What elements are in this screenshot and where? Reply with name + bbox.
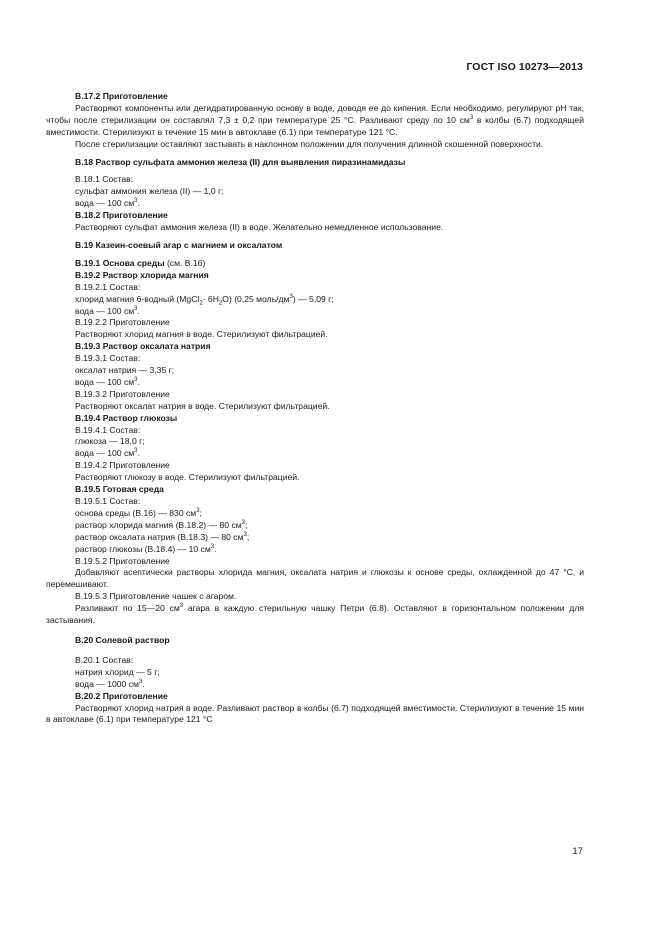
section-heading: В.20.2 Приготовление — [75, 690, 168, 701]
subsection-label: В.19.2.1 Состав: — [75, 281, 141, 292]
paragraph: Растворяют хлорид магния в воде. Стерилизуют фильтрацией. — [75, 329, 328, 340]
subsection-heading: В.19.2 Раствор хлорида магния — [75, 269, 209, 280]
page-number: 17 — [572, 846, 583, 857]
list-item: раствор оксалата натрия (В.18.3) — 80 $см^3$; — [75, 531, 250, 542]
list-item: вода — 100 $см^3$. — [75, 376, 140, 387]
paragraph: Добавляют асептически растворы хлорида магния, оксалата натрия и глюкозы к основе среды, охлажденной до 47 °С, и перемешивают. — [46, 567, 584, 590]
subsection-label: В.19.5.3 Приготовление чашек с агаром. — [75, 591, 237, 602]
paragraph: Растворяют сульфат аммония железа (II) в воде. Желательно немедленное использование. — [75, 222, 444, 233]
subsection-label: В.19.5.1 Состав: — [75, 496, 141, 506]
list-item: вода — 1000 $см^3$. — [75, 678, 145, 689]
document-body — [46, 91, 584, 726]
subsection-label: В.20.1 Состав: — [75, 654, 134, 665]
subsection-label: В.19.2.2 Приготовление — [75, 317, 170, 328]
subsection-label: В.19.5.2 Приготовление — [75, 555, 170, 566]
list-item: глюкоза — 18,0 г; — [75, 436, 145, 447]
section-heading: В.17.2 Приготовление — [75, 91, 168, 101]
list-item: вода — 100 $см^3$. — [75, 448, 140, 459]
list-item: оксалат натрия — 3,35 г; — [75, 365, 175, 376]
document-header: ГОСТ ISO 10273—2013 — [466, 61, 583, 73]
list-item: сульфат аммония железа (II) — 1,0 г; — [75, 186, 224, 197]
subsection-label: В.18.1 Состав: — [75, 174, 134, 185]
list-item: вода — 100 $см^3$. — [75, 198, 140, 209]
paragraph: Растворяют оксалат натрия в воде. Стерилизуют фильтрацией. — [75, 400, 330, 411]
subsection-heading: В.19.3 Раствор оксалата натрия — [75, 341, 211, 352]
paragraph: Разливают по 15—20 $см^3$ агара в каждую стерильную чашку Петри (6.8). Оставляют в горизонтальном положении для застывания. — [46, 603, 584, 626]
section-heading: В.20 Солевой раствор — [75, 634, 170, 645]
list-item: вода — 100 $см^3$. — [75, 305, 140, 316]
subsection-heading: В.19.4 Раствор глюкозы — [75, 412, 178, 423]
paragraph: После стерилизации оставляют застывать в наклонном положении для получения длинной скошенной поверхности. — [75, 138, 544, 149]
list-item: раствор хлорида магния (В.18.2) — 80 $см^3$; — [75, 519, 248, 530]
list-item: натрия хлорид — 5 г; — [75, 666, 160, 677]
subsection-heading: В.19.1 Основа среды (см. В.16) — [75, 257, 206, 268]
list-item: основа среды (В.16) — 830 $см^3$; — [75, 507, 202, 518]
list-item: раствор глюкозы (В.18.4) — 10 $см^3$. — [75, 543, 217, 554]
paragraph: Растворяют хлорид натрия в воде. Разливают раствор в колбы (6.7) подходящей вместимости. Стерилизуют в течение 15 мин в автоклаве (6.1) при температуре 121 °С — [46, 702, 584, 725]
paragraph: Растворяют глюкозу в воде. Стерилизуют фильтрацией. — [75, 472, 300, 483]
section-heading: В.19 Казеин-соевый агар с магнием и оксалатом — [75, 239, 283, 250]
paragraph: Растворяют компоненты или дегидратированную основу в воде, доводя ее до кипения. Если необходимо, регулируют рН так, чтобы после стерилизации он составлял 7,3 ± 0,2 при температуре 25 °С. Разливают среду по 10 $см^3$ в колбы (6.7) подходящей вместимости. Стерилизуют в течение 15 мин в автоклаве (6.1) при температуре 121 °С. — [46, 102, 584, 137]
list-item: хлорид магния 6-водный (MgCl$_2$· $6H_2O$) (0,25 моль/$дм^3$) — 5,09 г; — [75, 293, 334, 307]
section-heading: В.18 Раствор сульфата аммония железа (II) для выявления пиразинамидазы — [75, 156, 406, 167]
subsection-heading: В.19.5 Готовая среда — [75, 484, 164, 495]
section-heading: В.18.2 Приготовление — [75, 210, 168, 221]
subsection-label: В.19.4.2 Приготовление — [75, 460, 170, 471]
subsection-label: В.19.3.2 Приготовление — [75, 388, 170, 399]
subsection-label: В.19.4.1 Состав: — [75, 424, 141, 435]
subsection-label: В.19.3.1 Состав: — [75, 353, 141, 364]
